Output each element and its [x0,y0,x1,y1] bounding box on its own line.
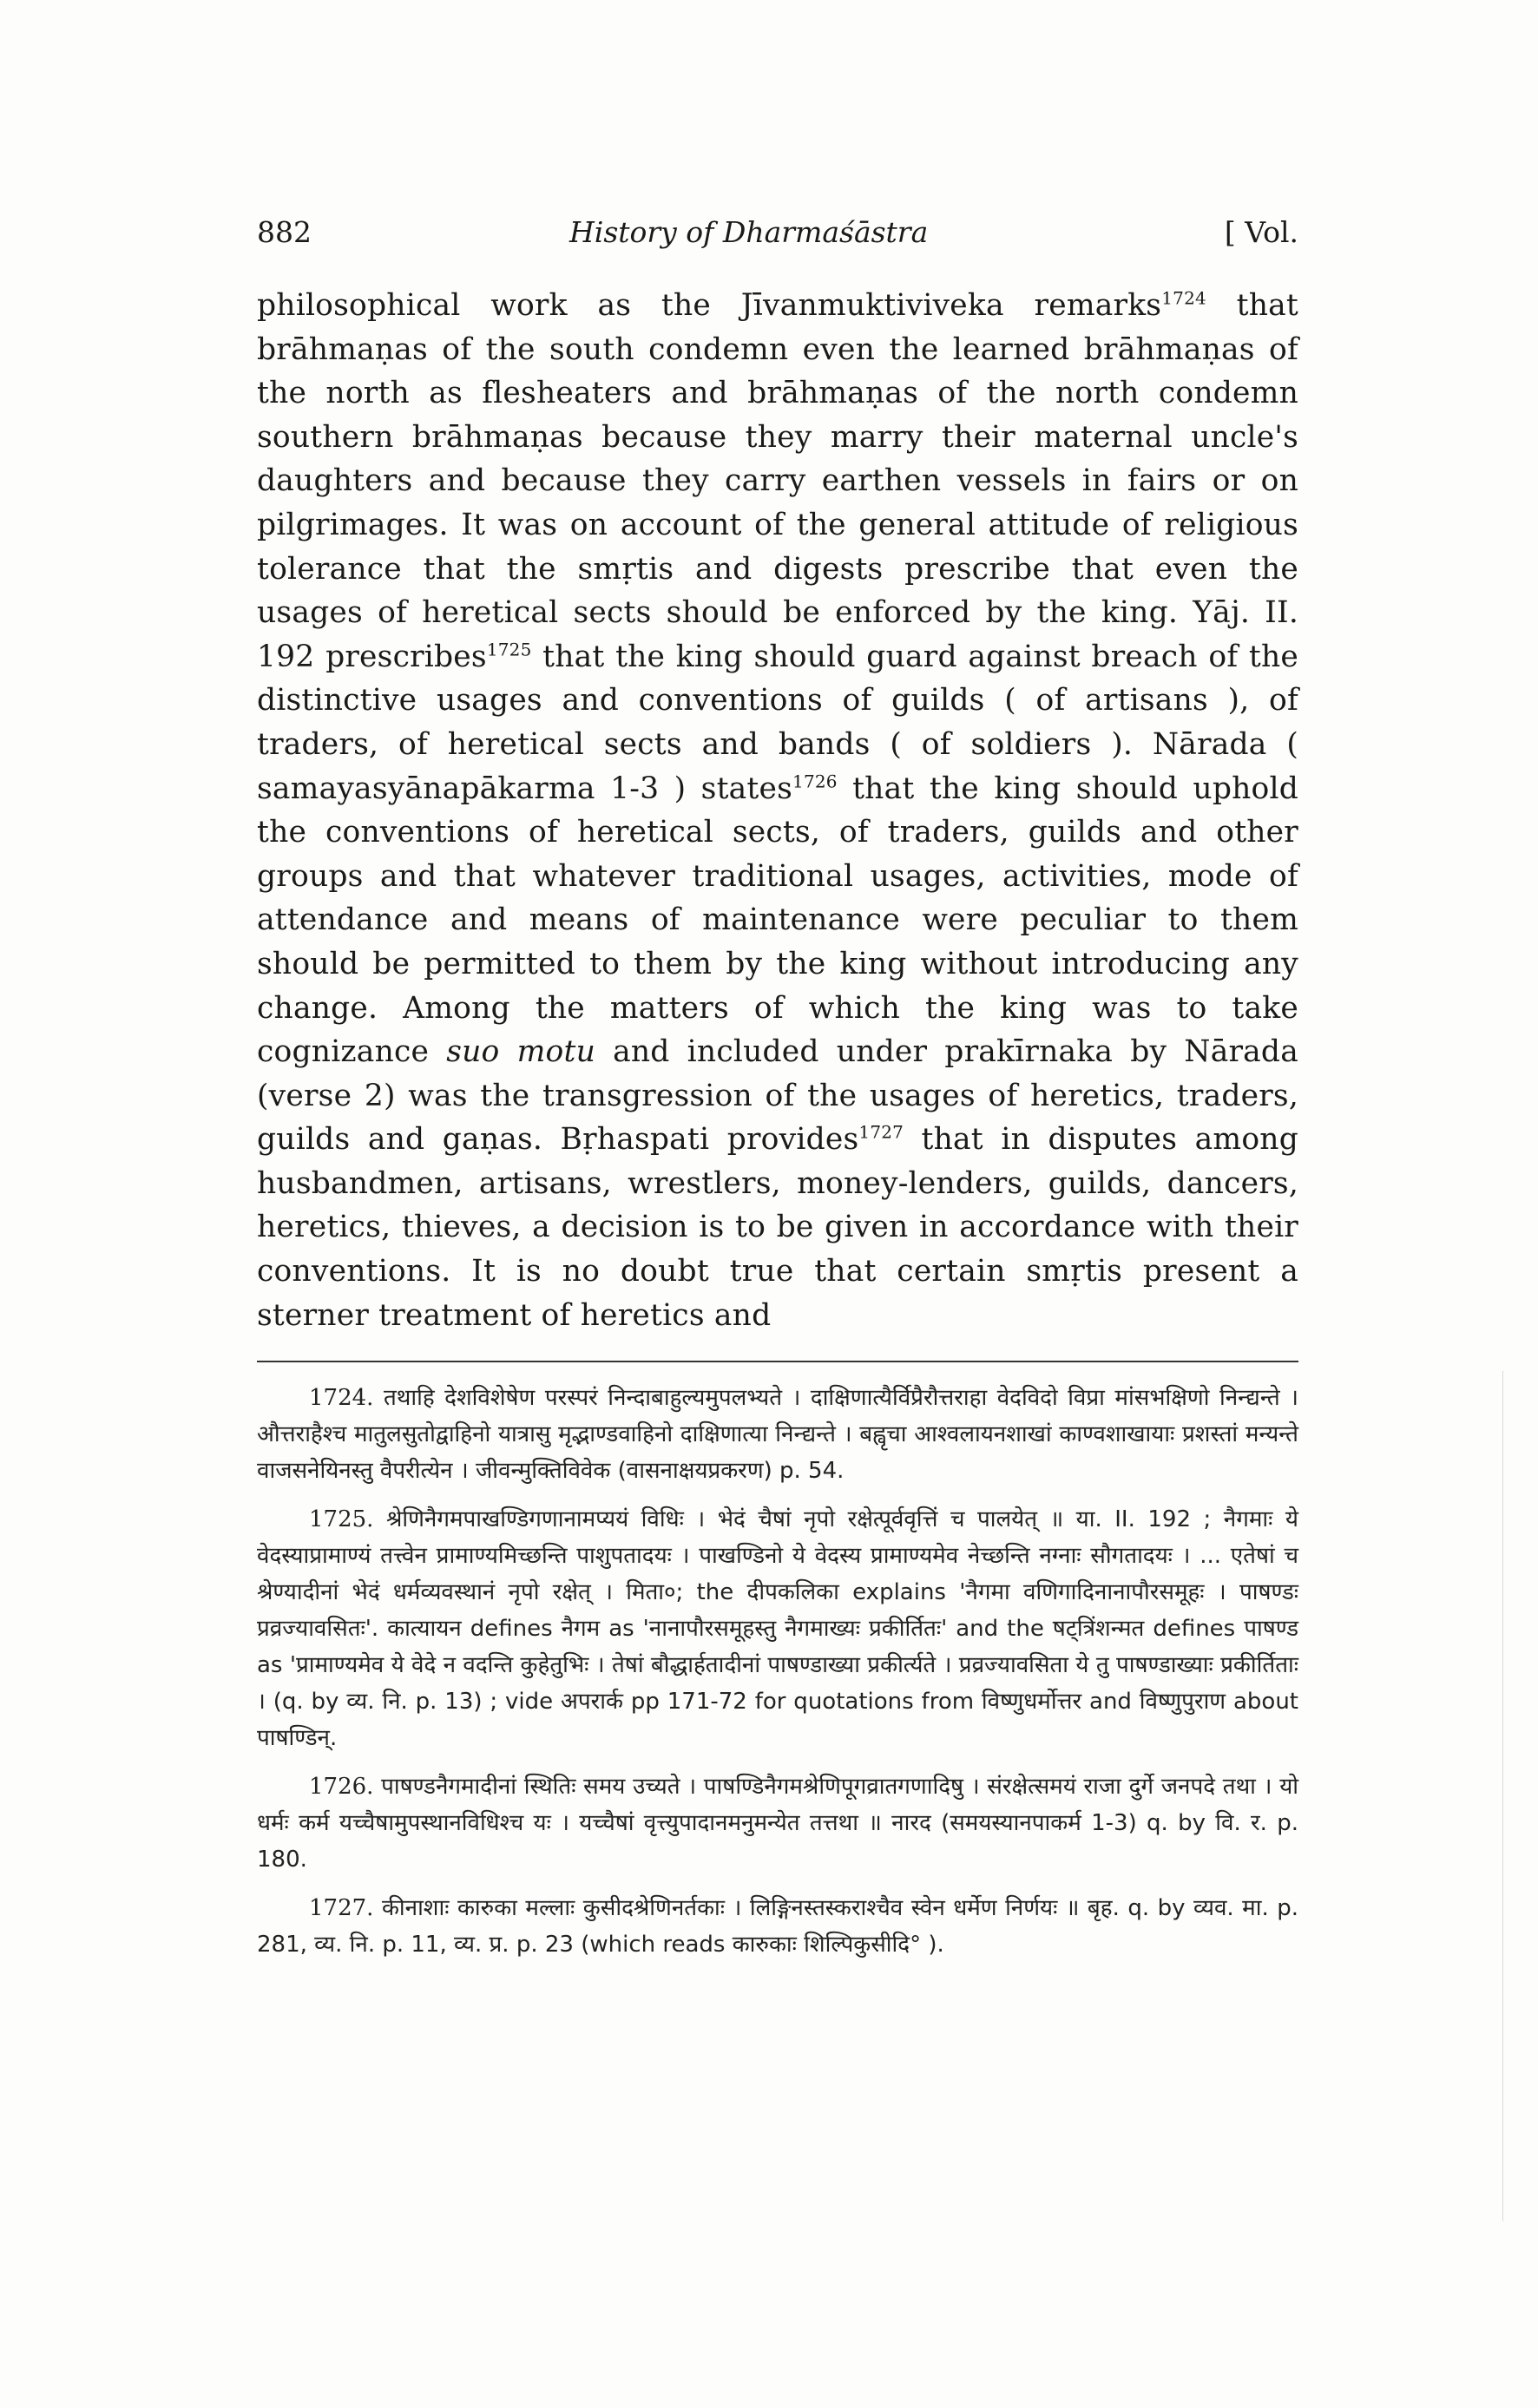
footnote-1727 [257,1890,1298,1963]
volume-label: [ Vol. [1224,215,1298,249]
footnote-1726 [257,1768,1298,1878]
footnote-1724 [257,1380,1298,1489]
footnote-ref-1724[interactable]: 1724 [1161,287,1206,309]
footnote-number: 1726. [309,1774,374,1800]
footnote-separator [257,1361,1298,1362]
footnote-number: 1727. [309,1895,374,1921]
main-paragraph [257,284,1298,1337]
footnote-1725 [257,1501,1298,1756]
footnote-text: कीनाशाः कारुका मल्लाः कुसीदश्रेणिनर्तकाः । लिङ्गिनस्तस्कराश्चैव स्वेन धर्मेण निर्णयः ॥ बृह. q. by व्यव. मा. p. 281, व्य. नि. p. 11, व्य. प्र. p. 23 (which reads कारुकाः शिल्पिकुसीदि° ). [257,1895,1298,1958]
body-segment: that brāhmaṇas of the south condemn even the learned brāhmaṇas of the north as flesheaters and brāhmaṇas of the north condemn southern brāhmaṇas because they marry their maternal uncle's daughters and because they carry earthen vessels in fairs or on pilgrimages. It was on account of the general attitude of religious tolerance that the smṛtis and digests prescribe that even the usages of heretical sects should be enforced by the king. Yāj. II. 192 prescribes [257,288,1298,674]
latin-phrase: suo motu [446,1034,595,1070]
body-segment: and included under prakīrnaka by Nārada (verse 2) was the transgression of the usages of heretics, traders, guilds and gaṇas. Bṛhaspati provides [257,1034,1298,1158]
footnotes [257,1380,1298,1975]
footnote-text: पाषण्डनैगमादीनां स्थितिः समय उच्यते । पाषण्डिनैगमश्रेणिपूगव्रातगणादिषु । संरक्षेत्समयं राजा दुर्गे जनपदे तथा । यो धर्मः कर्म यच्चैषामुपस्थानविधिश्च यः । यच्चैषां वृत्त्युपादानमनुमन्येत तत्तथा ॥ नारद (समयस्यानपाकर्म 1-3) q. by वि. र. p. 180. [257,1774,1299,1873]
body-segment: that the king should guard against breach of the distinctive usages and conventions of guilds ( of artisans ), of traders, of heretical sects and bands ( of soldiers ). Nārada ( samayasyānapākarma 1-3 ) states [257,639,1298,806]
footnote-number: 1725. [309,1506,374,1532]
body-segment: philosophical work as the Jīvanmuktiviveka remarks [257,288,1162,323]
footnote-text: तथाहि देशविशेषेण परस्परं निन्दाबाहुल्यमुपलभ्यते । दाक्षिणात्यैर्विप्रैरौत्तराहा वेदविदो विप्रा मांसभक्षिणो निन्द्यन्ते । औत्तराहैश्च मातुलसुतोद्वाहिनो यात्रासु मृद्भाण्डवाहिनो दाक्षिणात्या निन्द्यन्ते । बह्वृचा आश्वलायनशाखां काण्वशाखायाः प्रशस्तां मन्यन्ते वाजसनेयिनस्तु वैपरीत्येन । जीवन्मुक्तिविवेक (वासनाक्षयप्रकरण) p. 54. [257,1385,1299,1484]
footnote-ref-1725[interactable]: 1725 [486,639,532,660]
footnote-ref-1727[interactable]: 1727 [858,1121,904,1143]
scan-margin-line [1502,1371,1503,2221]
footnote-text: श्रेणिनैगमपाखण्डिगणानामप्ययं विधिः । भेदं चैषां नृपो रक्षेत्पूर्ववृत्तिं च पालयेत् ॥ या. II. 192 ; नैगमाः ये वेदस्याप्रामाण्यं तत्त्वेन प्रामाण्यमिच्छन्ति पाशुपतादयः । पाखण्डिनो ये वेदस्य प्रामाण्यमेव नेच्छन्ति नग्नाः सौगतादयः । ... एतेषां च श्रेण्यादीनां भेदं धर्मव्यवस्थानं नृपो रक्षेत् । मिता०; the दीपकलिका explains 'नैगमा वणिगादिनानापौरसमूहः । पाषण्डः प्रव्रज्यावसितः'. कात्यायन defines नैगम as 'नानापौरसमूहस्तु नैगमाख्यः प्रकीर्तितः' and the षट्त्रिंशन्मत defines पाषण्ड as 'प्रामाण्यमेव ये वेदे न वदन्ति कुहेतुभिः । तेषां बौद्धार्हतादीनां पाषण्डाख्या प्रकीर्त्यते । प्रव्रज्यावसिता ये तु पाषण्डाख्याः प्रकीर्तिताः । (q. by व्य. नि. p. 13) ; vide अपरार्क pp 171-72 for quotations from विष्णुधर्मोत्तर and विष्णुपुराण about पाषण्डिन्. [257,1506,1299,1751]
body-segment: that the king should uphold the conventions of heretical sects, of traders, guilds and other groups and that whatever traditional usages, activities, mode of attendance and means of maintenance were peculiar to them should be permitted to them by the king without introducing any change. Among the matters of which the king was to take cognizance [257,771,1299,1070]
footnote-ref-1726[interactable]: 1726 [792,771,838,792]
running-header [257,215,1298,259]
page-number: 882 [257,215,312,249]
body-segment: that in disputes among husbandmen, artisans, wrestlers, money-lenders, guilds, dancers, heretics, thieves, a decision is to be given in accordance with their conventions. It is no doubt true that certain smṛtis present a sterner treatment of heretics and [257,1122,1298,1333]
running-title: History of Dharmaśāstra [569,215,929,249]
footnote-number: 1724. [309,1385,374,1411]
